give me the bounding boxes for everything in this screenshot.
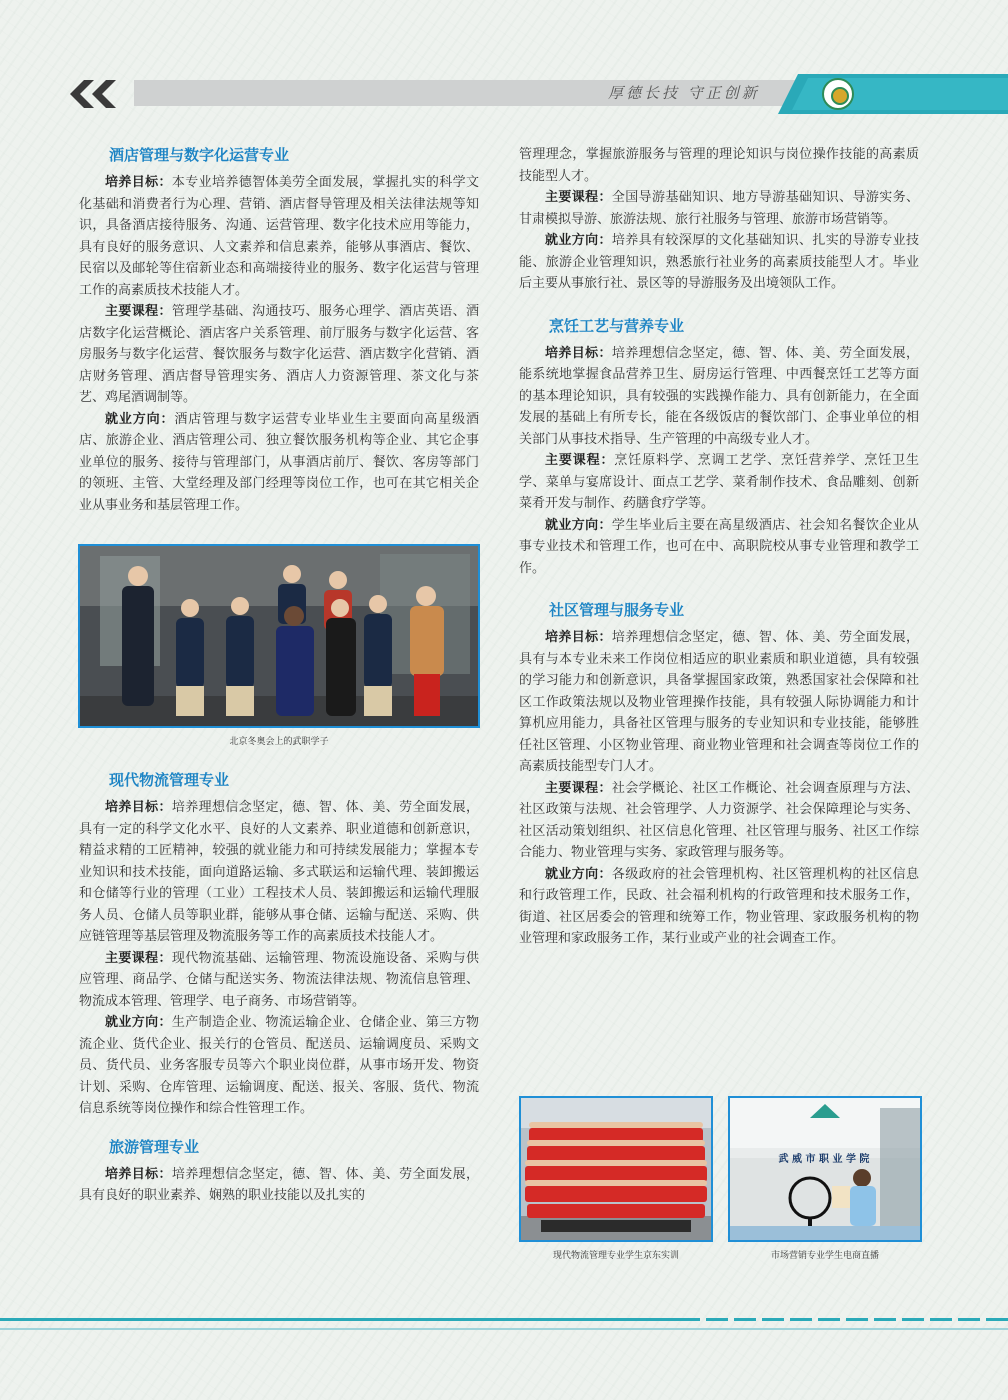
- section-title-hotel: 酒店管理与数字化运营专业: [109, 146, 290, 164]
- label-courses: 主要课程：: [105, 950, 172, 966]
- label-goal: 培养目标：: [105, 800, 172, 815]
- left-column-lower: [79, 769, 479, 1207]
- section-title-logistics: 现代物流管理专业: [109, 771, 230, 789]
- hotel-courses: [79, 301, 479, 409]
- career-text: 学生毕业后主要在高星级酒店、社会知名餐饮企业从事专业技术和管理工作，也可在中、高职院校从事专业管理和教学工作。: [519, 517, 919, 576]
- section-title-cooking: 烹饪工艺与营养专业: [549, 316, 685, 335]
- career-text: 生产制造企业、物流运输企业、仓储企业、第三方物流企业、货代企业、报关行的仓管员、配送员、运输调度员、采购文员、货代员、业务客服专员等六个职业岗位群，从事市场开发、物资计划、采购、仓库管理、运输调度、配送、报关、客服、货代、物流信息系统等岗位操作和综合性管理工作。: [79, 1015, 479, 1116]
- photo-frame: [519, 1096, 713, 1242]
- photo-frame: [78, 544, 480, 728]
- right-column: [519, 144, 919, 950]
- goal-text: 培养理想信念坚定，德、智、体、美、劳全面发展，能系统地掌握食品营养卫生、厨房运行管理、中西餐烹饪工艺等方面的基本理论知识，具有较强的实践操作能力、具有创新能力，在全面发展的基础上有所专长，能在各级饭店的餐饮部门、企事业单位的相关部门从事技术指导、生产管理的中高级专业人才。: [519, 345, 919, 447]
- photo-live-stream: [728, 1096, 922, 1261]
- cooking-courses: [519, 450, 919, 515]
- shop-sign-text: 武 威 市 职 业 学 院: [778, 1154, 870, 1165]
- label-career: 就业方向：: [545, 866, 612, 882]
- photo-caption: 市场营销专业学生电商直播: [770, 1251, 879, 1261]
- career-text: 酒店管理与数字运营专业毕业生主要面向高星级酒店、旅游企业、酒店管理公司、独立餐饮服务机构等企业、其它企事业单位的服务、接待与管理部门，从事酒店前厅、餐饮、客房等部门的领班、主管、大堂经理及部门经理等岗位工作，也可在其它相关企业从事业务和基层管理工作。: [79, 411, 479, 513]
- tourism-courses: [519, 187, 919, 230]
- community-goal: [519, 627, 919, 778]
- photo-caption: 北京冬奥会上的武职学子: [229, 737, 329, 747]
- label-goal: 培养目标：: [105, 175, 172, 190]
- label-career: 就业方向：: [545, 517, 612, 533]
- label-career: 就业方向：: [105, 1015, 172, 1030]
- label-goal: 培养目标：: [545, 345, 612, 361]
- left-column: [79, 144, 479, 516]
- logistics-goal: [79, 797, 479, 948]
- goal-text: 培养理想信念坚定，德、智、体、美、劳全面发展，具有与本专业未来工作岗位相适应的职业素质和职业道德，具有较强的学习能力和创新意识，具备掌握国家政策，熟悉国家社会保障和社区工作政策法规以及物业管理操作技能，具有较强人际协调能力和计算机应用能力，具备社区管理与服务的专业知识和专业技能，能够胜任社区管理、小区物业管理、商业物业管理和社会调查等岗位工作的高素质技能型专门人才。: [519, 630, 919, 774]
- cooking-career: [519, 515, 919, 580]
- goal-text: 本专业培养德智体美劳全面发展，掌握扎实的科学文化基础和消费者行为心理、营销、酒店督导管理及相关法律法规等知识，具备酒店接待服务、沟通、运营管理、数字化技术应用等能力，具有良好的服务意识、人文素养和信息素养，能够从事酒店、餐饮、民宿以及邮轮等住宿新业态和高端接待业的服务、数字化运营与管理工作的高素质技术技能人才。: [79, 175, 479, 298]
- career-text: 培养具有较深厚的文化基础知识、扎实的导游专业技能、旅游企业管理知识，熟悉旅行社业务的高素质技能型人才。毕业后主要从事旅行社、景区等的导游服务及出境领队工作。: [519, 233, 919, 291]
- label-goal: 培养目标：: [545, 630, 612, 645]
- label-courses: 主要课程：: [105, 304, 172, 319]
- group-training-image: [521, 1098, 711, 1240]
- label-courses: 主要课程：: [545, 453, 615, 468]
- label-career: 就业方向：: [105, 411, 175, 427]
- label-goal: 培养目标：: [105, 1166, 172, 1182]
- school-motto: 厚德长技 守正创新: [608, 84, 760, 102]
- career-text: 各级政府的社会管理机构、社区管理机构的社区信息和行政管理工作，民政、社会福利机构的行政管理和技术服务工作，街道、社区居委会的管理和统筹工作，物业管理、家政服务机构的物业管理和家政服务工作，某行业或产业的社会调查工作。: [519, 866, 919, 946]
- tourism-goal-continued: 管理理念，掌握旅游服务与管理的理论知识与岗位操作技能的高素质技能型人才。: [519, 147, 919, 184]
- header-accent-shape: [778, 74, 1008, 114]
- courses-text: 全国导游基础知识、地方导游基础知识、导游实务、甘肃模拟导游、旅游法规、旅行社服务与管理、旅游市场营销等。: [519, 190, 919, 227]
- courses-text: 管理学基础、沟通技巧、服务心理学、酒店英语、酒店数字化运营概论、酒店客户关系管理、前厅服务与数字化运营、客房服务与数字化运营、餐饮服务与数字化运营、酒店数字化营销、酒店财务管理、酒店督导管理实务、酒店人力资源管理、茶文化与茶艺、鸡尾酒调制等。: [79, 304, 479, 405]
- logistics-courses: [79, 948, 479, 1013]
- logistics-career: [79, 1012, 479, 1120]
- footer-dashes: [0, 1310, 1008, 1340]
- courses-text: 现代物流基础、运输管理、物流设施设备、采购与供应管理、商品学、仓储与配送实务、物流法律法规、物流信息管理、物流成本管理、管理学、电子商务、市场营销等。: [79, 950, 479, 1009]
- goal-text: 培养理想信念坚定，德、智、体、美、劳全面发展，具有一定的科学文化水平、良好的人文素养、职业道德和创新意识，精益求精的工匠精神，较强的就业能力和可持续发展能力；掌握本专业知识和技术技能，面向道路运输、多式联运和运输代理、装卸搬运和仓储等行业的管理（工业）工程技术人员、装卸搬运和运输代理服务人员、仓储人员等职业群，能够从事仓储、运输与配送、采购、供应链管理等基层管理及物流服务等工作的高素质技术技能人才。: [79, 800, 479, 944]
- photo-frame: [728, 1096, 922, 1242]
- cooking-goal: [519, 343, 919, 451]
- courses-text: 烹饪原料学、烹调工艺学、烹饪营养学、烹饪卫生学、菜单与宴席设计、面点工艺学、菜肴制作技术、食品雕刻、创新菜肴开发与制作、药膳食疗学等。: [519, 453, 919, 511]
- live-stream-image: [730, 1098, 920, 1240]
- community-career: [519, 864, 919, 950]
- courses-text: 社会学概论、社区工作概论、社会调查原理与方法、社区政策与法规、社会管理学、人力资源学、社会保障理论与实务、社区活动策划组织、社区信息化管理、社区管理与服务、社区工作综合能力、物业管理与实务、家政管理与服务等。: [519, 780, 919, 860]
- section-title-tourism: 旅游管理专业: [109, 1137, 200, 1156]
- label-courses: 主要课程：: [545, 780, 612, 796]
- photo-jd-training: [519, 1096, 713, 1261]
- tourism-career: [519, 230, 919, 295]
- goal-text: 培养理想信念坚定，德、智、体、美、劳全面发展，具有良好的职业素养、娴熟的职业技能以及扎实的: [79, 1166, 479, 1203]
- hotel-career: [79, 409, 479, 517]
- label-courses: 主要课程：: [545, 190, 612, 205]
- section-title-community: 社区管理与服务专业: [549, 601, 685, 619]
- hotel-goal: [79, 172, 479, 301]
- photo-winter-olympics: [78, 544, 480, 747]
- tourism-goal: [79, 1164, 479, 1207]
- group-photo-image: [80, 546, 478, 726]
- label-career: 就业方向：: [545, 233, 612, 248]
- photo-caption: 现代物流管理专业学生京东实训: [552, 1251, 679, 1261]
- school-logo-icon: [822, 78, 854, 110]
- back-chevrons-icon: [68, 80, 124, 108]
- community-courses: [519, 778, 919, 864]
